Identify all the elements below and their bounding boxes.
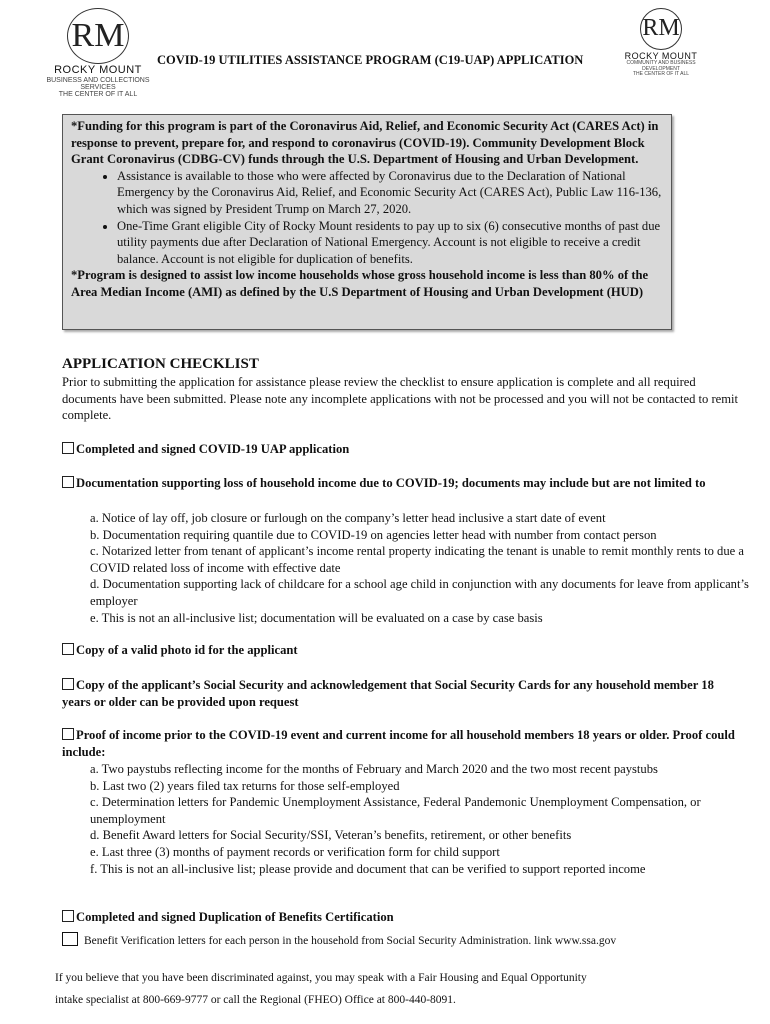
checkbox[interactable] — [62, 678, 74, 690]
rocky-mount-logo-right — [620, 8, 702, 77]
funding-notice-box — [62, 114, 672, 330]
checklist-item-label: Proof of income prior to the COVID-19 event and current income for all household members 18 years or older. Proof could include: — [62, 728, 735, 759]
list-item: d. Benefit Award letters for Social Security/SSI, Veteran’s benefits, retirement, or other benefits — [90, 828, 572, 843]
checklist-item-label: Benefit Verification letters for each person in the household from Social Security Administration. link www.ssa.gov — [84, 935, 617, 947]
list-item: d. Documentation supporting lack of childcare for a school age child in conjunction with any documents for leave from applicant’s employer — [90, 577, 749, 608]
checkbox[interactable] — [62, 643, 74, 655]
checklist-item-benefit-verification — [62, 932, 742, 950]
logo-subtitle-2: DEVELOPMENT — [642, 65, 680, 72]
checklist-item-label: Completed and signed Duplication of Benefits Certification — [76, 910, 394, 924]
logo-name: ROCKY MOUNT — [624, 51, 698, 61]
checklist-heading: APPLICATION CHECKLIST — [62, 356, 259, 372]
checklist-item-social-security — [62, 677, 742, 710]
checklist-item-label: Completed and signed COVID-19 UAP application — [76, 442, 350, 456]
notice-bullet: • Assistance is available to those who were affected by Coronavirus due to the Declaration of National Emergency by the Coronavirus Aid, Relief, and Economic Security Act (CARES Act), Public Law 116-136, which was signed by President Trump on March 27, 2020. — [117, 168, 663, 218]
funding-text: *Funding for this program is part of the Coronavirus Aid, Relief, and Economic Security Act (CARES Act) in response to prevent, prepare for, and respond to coronavirus (COVID-19). Community Development Block Grant Coronavirus (CDBG-CV) funds through the U.S. Department of Housing and Urban Development. — [71, 119, 659, 167]
list-item: c. Notarized letter from tenant of applicant’s income rental property indicating the tenant is unable to remit monthly rents to due a COVID related loss of income with effective date — [90, 544, 744, 575]
checkbox[interactable] — [62, 476, 74, 488]
discrimination-notice-line-1: If you believe that you have been discriminated against, you may speak with a Fair Housing and Equal Opportunity — [55, 972, 587, 984]
checklist-item-label: Copy of a valid photo id for the applicant — [76, 643, 298, 657]
program-eligibility-text: *Program is designed to assist low income households whose gross household income is less than 80% of the Area Median Income (AMI) as defined by the U.S Department of Housing and Urban Development (HUD) — [71, 268, 649, 299]
list-item: e. Last three (3) months of payment records or verification form for child support — [90, 844, 500, 859]
checklist-item-photo-id — [62, 642, 742, 659]
checklist-intro: Prior to submitting the application for assistance please review the checklist to ensure application is complete and all required documents have been submitted. Please note any incomplete applications with not be processed and you will not be contacted to remit complete. — [62, 375, 739, 423]
logo-subtitle: BUSINESS AND COLLECTIONS SERVICES — [46, 76, 150, 91]
checkbox[interactable] — [62, 932, 78, 946]
income-loss-doc-examples — [62, 510, 750, 626]
rm-monogram-icon: RM — [67, 8, 129, 64]
logo-subtitle: COMMUNITY AND BUSINESS — [626, 60, 696, 67]
checklist-item-proof-of-income — [62, 727, 742, 760]
page-title: COVID-19 UTILITIES ASSISTANCE PROGRAM (C19-UAP) APPLICATION — [157, 53, 584, 67]
list-item: b. Documentation requiring quantile due to COVID-19 on agencies letter head with number from contact person — [90, 527, 657, 542]
logo-tagline: THE CENTER OF IT ALL — [632, 70, 690, 77]
income-proof-examples — [62, 761, 750, 877]
checkbox[interactable] — [62, 442, 74, 454]
list-item: b. Last two (2) years filed tax returns for those self-employed — [90, 778, 400, 793]
checkbox[interactable] — [62, 728, 74, 740]
notice-bullet: • One-Time Grant eligible City of Rocky Mount residents to pay up to six (6) consecutive months of past due utility payments due after Declaration of National Emergency. Account is not eligible to receive a credit balance. Account is not eligible for duplication of benefits. — [117, 218, 663, 268]
notice-bullets — [71, 168, 663, 268]
list-item: e. This is not an all-inclusive list; documentation will be evaluated on a case by case basis — [90, 610, 543, 625]
checklist-item-uap-application — [62, 441, 742, 458]
rocky-mount-logo-left — [34, 8, 162, 99]
rm-monogram-icon: RM — [640, 8, 682, 50]
logo-tagline: THE CENTER OF IT ALL — [58, 91, 138, 99]
list-item: a. Notice of lay off, job closure or furlough on the company’s letter head inclusive a start date of event — [90, 511, 606, 525]
checklist-item-income-loss-docs — [62, 475, 742, 492]
checklist-item-duplication-of-benefits — [62, 909, 742, 926]
list-item: a. Two paystubs reflecting income for the months of February and March 2020 and the two most recent paystubs — [90, 762, 658, 776]
logo-name: ROCKY MOUNT — [54, 64, 142, 76]
checklist-item-label: Copy of the applicant’s Social Security and acknowledgement that Social Security Cards for any household member 18 years or older can be provided upon request — [62, 678, 714, 709]
list-item: f. This is not an all-inclusive list; please provide and document that can be verified to support reported income — [90, 861, 646, 876]
list-item: c. Determination letters for Pandemic Unemployment Assistance, Federal Pandemonic Unemployment Compensation, or unemployment — [90, 795, 701, 826]
checklist-item-label: Documentation supporting loss of household income due to COVID-19; documents may include but are not limited to — [76, 476, 706, 490]
checkbox[interactable] — [62, 910, 74, 922]
discrimination-notice-line-2: intake specialist at 800-669-9777 or call the Regional (FHEO) Office at 800-440-8091. — [55, 994, 456, 1006]
